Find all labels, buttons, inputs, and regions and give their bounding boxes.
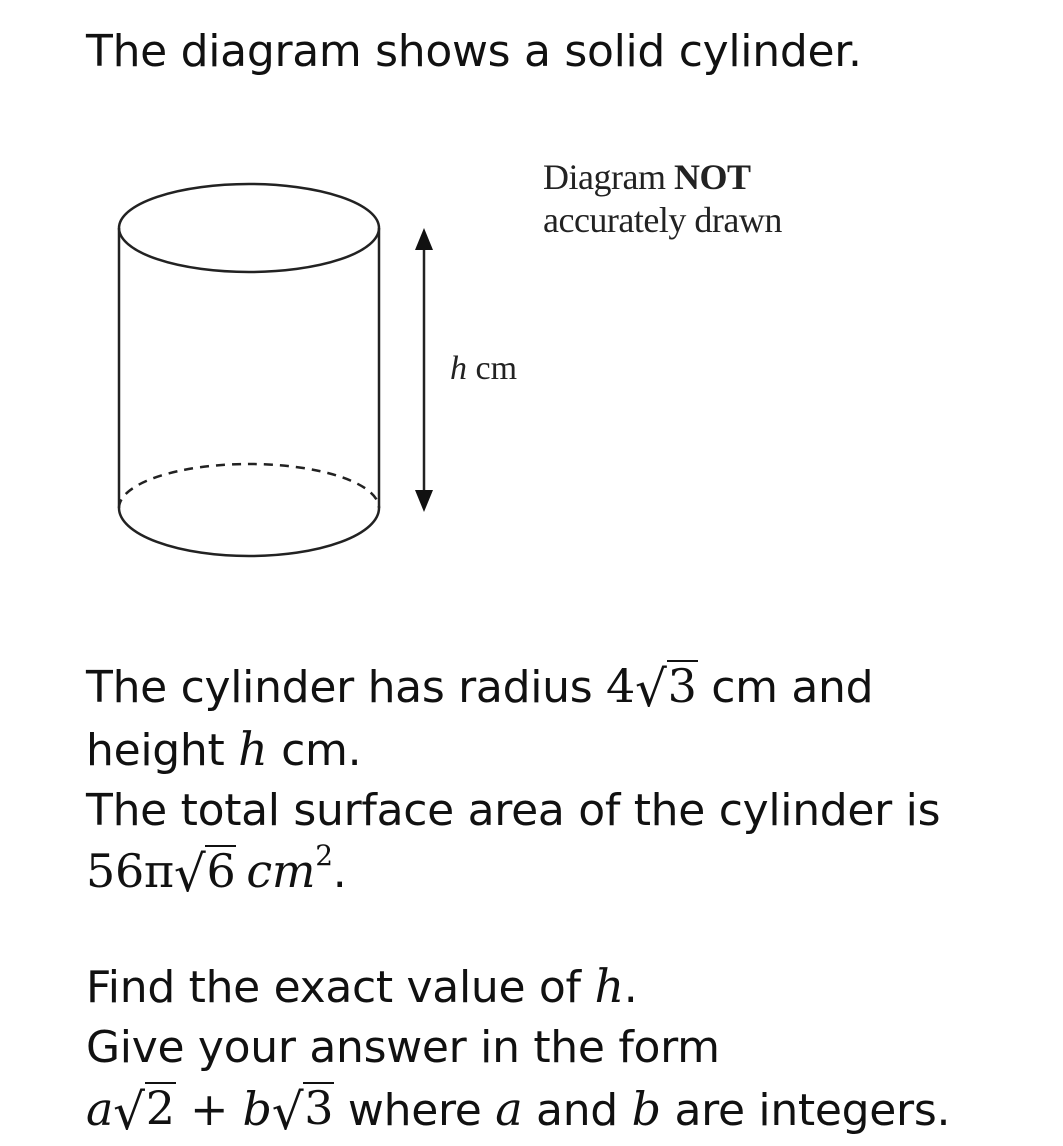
note-bold: NOT: [673, 157, 751, 197]
surface-area-line: The total surface area of the cylinder is: [86, 784, 941, 836]
cylinder-top-ellipse: [119, 184, 379, 272]
diagram-note: [543, 156, 782, 242]
cylinder-bottom-front-arc: [119, 508, 379, 556]
sqrt-2: √ 2: [113, 1081, 175, 1141]
surface-area-sqrt: √ 6: [173, 844, 236, 904]
find-variable: h: [594, 959, 624, 1013]
radius-sqrt: √ 3: [635, 658, 697, 718]
radius-line: The cylinder has radius 4 √ 3 cm and: [86, 658, 874, 718]
height-arrow-up-head: [415, 228, 433, 250]
height-label-var: h: [450, 350, 467, 387]
form-line: Give your answer in the form: [86, 1021, 720, 1073]
surface-area-coefficient: 56π: [86, 844, 174, 899]
radius-coefficient: 4: [606, 659, 635, 713]
coef-a: a: [86, 1081, 114, 1136]
sqrt-3: √ 3: [271, 1081, 334, 1141]
cylinder-bottom-back-arc: [119, 464, 379, 508]
surface-area-unit: cm: [246, 844, 316, 899]
note-prefix: Diagram: [543, 157, 666, 197]
height-arrow-down-head: [415, 490, 433, 512]
surface-area-value: 56π √ 6 $cm^2$.: [86, 839, 347, 904]
note-line2: accurately drawn: [543, 200, 782, 241]
height-line: height h cm.: [86, 721, 362, 776]
surface-area-exponent: 2: [315, 839, 333, 873]
intro-sentence: The diagram shows a solid cylinder.: [86, 26, 862, 77]
problem-statement: [86, 655, 940, 903]
question-text: [86, 955, 950, 1140]
find-line: Find the exact value of h.: [86, 959, 638, 1013]
height-label: [450, 350, 517, 388]
answer-form: a √ 2 + b √ 3 where a and b are integers.: [86, 1081, 951, 1141]
plus-sign: +: [175, 1081, 243, 1136]
coef-b: b: [242, 1081, 272, 1136]
height-variable: h: [238, 721, 268, 776]
height-label-unit: cm: [475, 350, 518, 387]
